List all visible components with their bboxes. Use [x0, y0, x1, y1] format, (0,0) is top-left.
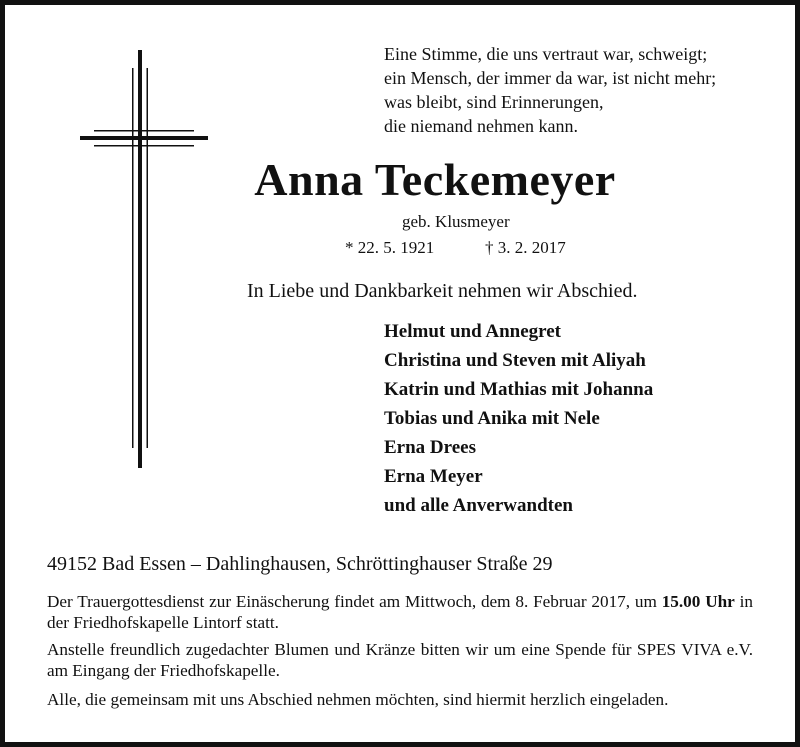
service-time: 15.00 Uhr: [661, 592, 735, 611]
service-text-before: Der Trauergottesdienst zur Einäscherung findet am Mittwoch, dem 8. Februar 2017, um: [47, 592, 662, 611]
address: 49152 Bad Essen – Dahlinghausen, Schröttinghauser Straße 29: [47, 553, 553, 575]
service-paragraph: [47, 591, 753, 633]
poem: [384, 42, 716, 138]
poem-line: die niemand nehmen kann.: [384, 116, 578, 136]
service-text-after: in der Friedhofskapelle Lintorf statt.: [47, 592, 753, 632]
donation-paragraph: Anstelle freundlich zugedachter Blumen und Kränze bitten wir um eine Spende für SPES VIVA e.V. am Eingang der Friedhofskapelle.: [47, 640, 753, 680]
birth-date: * 22. 5. 1921: [345, 238, 435, 257]
death-date: † 3. 2. 2017: [485, 238, 566, 257]
family-member: Katrin und Mathias mit Johanna: [384, 379, 654, 400]
family-member: Erna Drees: [384, 437, 476, 458]
poem-line: was bleibt, sind Erinnerungen,: [384, 92, 604, 112]
poem-line: Eine Stimme, die uns vertraut war, schweigt;: [384, 44, 708, 64]
family-member: Helmut und Annegret: [384, 321, 562, 342]
farewell-line: In Liebe und Dankbarkeit nehmen wir Abschied.: [247, 280, 638, 302]
family-member: Christina und Steven mit Aliyah: [384, 350, 646, 371]
family-member: und alle Anverwandten: [384, 495, 573, 516]
maiden-name: geb. Klusmeyer: [402, 212, 510, 231]
cross-icon: [80, 50, 210, 470]
family-member: Tobias und Anika mit Nele: [384, 408, 600, 429]
family-list: [384, 317, 653, 520]
poem-line: ein Mensch, der immer da war, ist nicht mehr;: [384, 68, 717, 88]
invitation-paragraph: Alle, die gemeinsam mit uns Abschied nehmen möchten, sind hiermit herzlich eingeladen.: [47, 690, 669, 709]
family-member: Erna Meyer: [384, 466, 483, 487]
deceased-name: Anna Teckemeyer: [254, 154, 616, 205]
